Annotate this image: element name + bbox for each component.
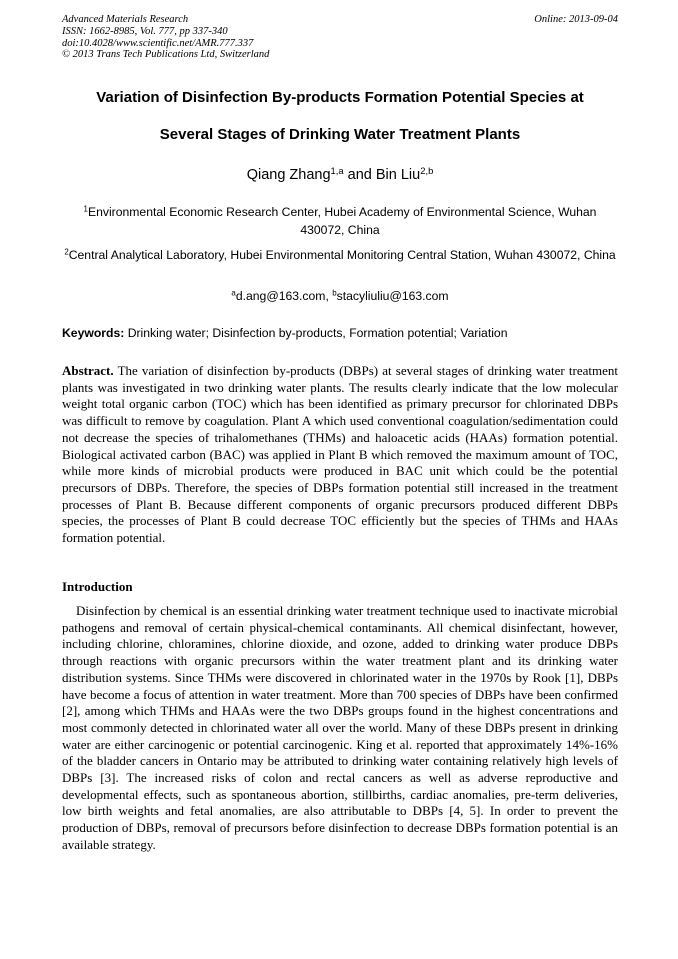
journal-doi: doi:10.4028/www.scientific.net/AMR.777.337: [62, 37, 254, 49]
introduction-paragraph: Disinfection by chemical is an essential drinking water treatment technique used to inactivate microbial pathogens and removal of certain physical-chemical contaminants. All chemical disinfectant, however, including chlorine, chloramines, chlorine dioxide, and ozone, added to drinking water produce DBPs through reactions with organic precursors within the water treatment plant and its drinking water distribution systems. Since THMs were discovered in chlorinated water in the 1970s by Rook [1], DBPs have become a focus of attention in water treatment. More than 700 species of DBPs have been confirmed [2], among which THMs and HAAs were the two DBPs groups found in the highest concentrations and most commonly detected in chlorinated water all over the world. Many of these DBPs present in drinking water are either carcinogenic or potential carcinogenic. King et al. reported that approximately 14%-16% of the bladder cancers in Ontario may be attributed to drinking water containing relatively high levels of DBPs [3]. The increased risks of colon and rectal cancers as well as adverse reproductive and developmental effects, such as spontaneous abortion, stillbirths, cardiac anomalies, pre-term deliveries, low birth weights and fetal anomalies, are also attributable to DBPs [4, 5]. In order to prevent the production of DBPs, removal of precursors before disinfection to decrease DBPs formation potential is an available strategy.: [62, 603, 618, 852]
author-separator: and: [343, 167, 376, 183]
affiliation-1-mark: 1: [83, 204, 88, 214]
author-1-affiliation-mark: 1,a: [330, 164, 344, 176]
affiliation-2-text: Central Analytical Laboratory, Hubei Environmental Monitoring Central Station, Wuhan 430072, China: [68, 248, 616, 262]
affiliation-2-mark: 2: [64, 247, 69, 257]
running-header: [62, 14, 618, 61]
abstract-text: The variation of disinfection by-products (DBPs) at several stages of drinking water treatment plants was investigated in two drinking water plants. The results clearly indicate that the low molecular weight total organic carbon (TOC) which has been identified as primary precursor for chlorinated DBPs was difficult to remove by coagulation. Plant A which used conventional coagulation/sedimentation could not decrease the species of trihalomethanes (THMs) and haloacetic acids (HAAs) formation potential. Biological activated carbon (BAC) was applied in Plant B which removed the maximum amount of TOC, while more kinds of microbial products were produced in BAC unit which could be the potential precursors of DBPs. Therefore, the species of DBPs formation potential still increased in the treatment processes of Plant B. Because different components of organic precursors produced different DBPs species, the processes of Plant B could decrease TOC efficiently but the species of THMs and HAAs formation potential.: [62, 363, 618, 546]
paper-title-line-2: Several Stages of Drinking Water Treatment Plants: [159, 126, 521, 143]
author-emails: [62, 288, 618, 304]
abstract: [62, 363, 618, 547]
affiliation-1-text: Environmental Economic Research Center, Hubei Academy of Environmental Science, Wuhan 430072, China: [87, 205, 597, 237]
journal-issn: ISSN: 1662-8985, Vol. 777, pp 337-340: [62, 25, 228, 37]
affiliation-1: [62, 203, 618, 239]
email-a[interactable]: d.ang@163.com,: [235, 289, 333, 303]
abstract-label: Abstract.: [62, 363, 114, 378]
email-b[interactable]: stacyliuliu@163.com: [336, 289, 449, 303]
journal-name: Advanced Materials Research: [62, 14, 189, 25]
paper-title-line-1: Variation of Disinfection By-products Formation Potential Species at: [96, 89, 584, 106]
section-heading-introduction: Introduction: [62, 579, 133, 594]
author-2-affiliation-mark: 2,b: [420, 164, 434, 176]
journal-copyright: © 2013 Trans Tech Publications Ltd, Switzerland: [62, 49, 270, 61]
author-2-name: Bin Liu: [375, 167, 421, 183]
keywords-text: Drinking water; Disinfection by-products, Formation potential; Variation: [124, 326, 508, 340]
keywords: [62, 325, 618, 341]
online-date: Online: 2013-09-04: [534, 14, 618, 25]
email-a-mark: a: [231, 288, 236, 298]
keywords-label: Keywords:: [62, 326, 125, 340]
affiliation-2: [62, 246, 618, 264]
author-1-name: Qiang Zhang: [246, 167, 331, 183]
email-b-mark: b: [332, 288, 337, 298]
author-list: [62, 166, 618, 184]
